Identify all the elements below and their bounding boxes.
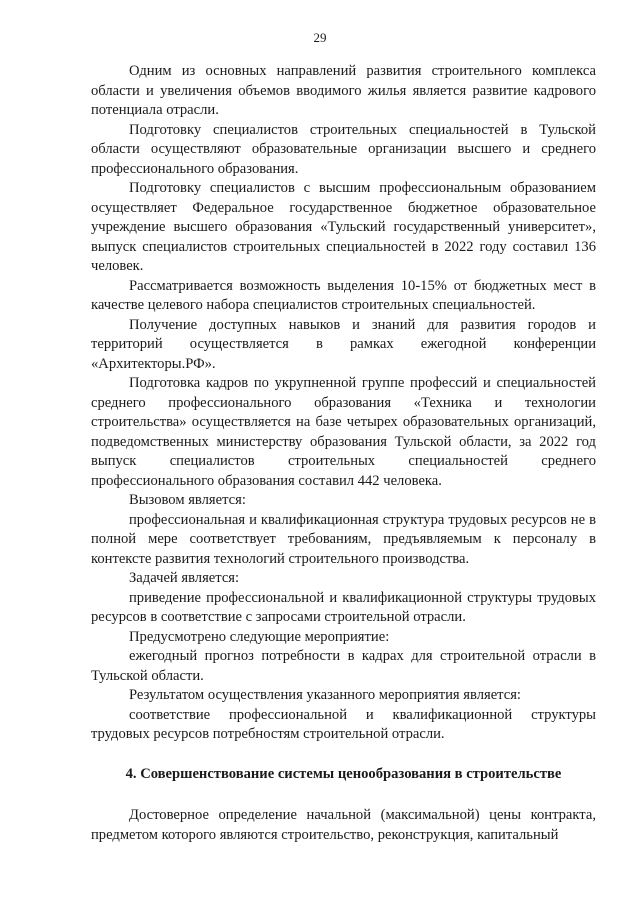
paragraph: соответствие профессиональной и квалификационной структуры трудовых ресурсов потребностям строительной отрасли. [91,706,596,742]
page-number: 29 [313,30,327,45]
document-body [91,62,596,845]
paragraph: приведение профессиональной и квалификационной структуры трудовых ресурсов в соответствие с запросами строительной отрасли. [91,589,596,625]
paragraph: Результатом осуществления указанного мероприятия является: [129,687,521,703]
paragraph: Вызовом является: [129,492,246,508]
paragraph: Подготовку специалистов с высшим профессиональным образованием осуществляет Федеральное государственное бюджетное образовательное учреждение высшего образования «Тульский государственный университет», выпуск специалистов строительных специальностей в 2022 году составил 136 человек. [91,180,596,274]
paragraph: Подготовка кадров по укрупненной группе профессий и специальностей среднего профессионального образования «Техника и технологии строительства» осуществляется на базе четырех образовательных организаций, подведомственных министерству образования Тульской области, за 2022 год выпуск специалистов строительных специальностей среднего профессионального образования составил 442 человека. [91,375,596,489]
paragraph: Подготовку специалистов строительных специальностей в Тульской области осуществляют образовательные организации высшего и среднего профессионального образования. [91,121,596,177]
paragraph: Рассматривается возможность выделения 10-15% от бюджетных мест в качестве целевого набора специалистов строительных специальностей. [91,277,596,313]
paragraph: ежегодный прогноз потребности в кадрах для строительной отрасли в Тульской области. [91,648,596,684]
paragraph: профессиональная и квалификационная структура трудовых ресурсов не в полной мере соответствует требованиям, предъявляемым к персоналу в контексте развития технологий строительного производства. [91,511,596,567]
paragraph: Получение доступных навыков и знаний для развития городов и территорий осуществляется в рамках ежегодной конференции «Архитекторы.РФ». [91,316,596,372]
section-heading: 4. Совершенствование системы ценообразования в строительстве [125,765,562,782]
paragraph: Одним из основных направлений развития строительного комплекса области и увеличения объемов вводимого жилья является развитие кадрового потенциала отрасли. [91,63,596,118]
paragraph: Достоверное определение начальной (максимальной) цены контракта, предметом которого являются строительство, реконструкция, капитальный [91,807,596,843]
paragraph: Предусмотрено следующие мероприятие: [129,628,390,645]
paragraph: Задачей является: [129,570,240,586]
